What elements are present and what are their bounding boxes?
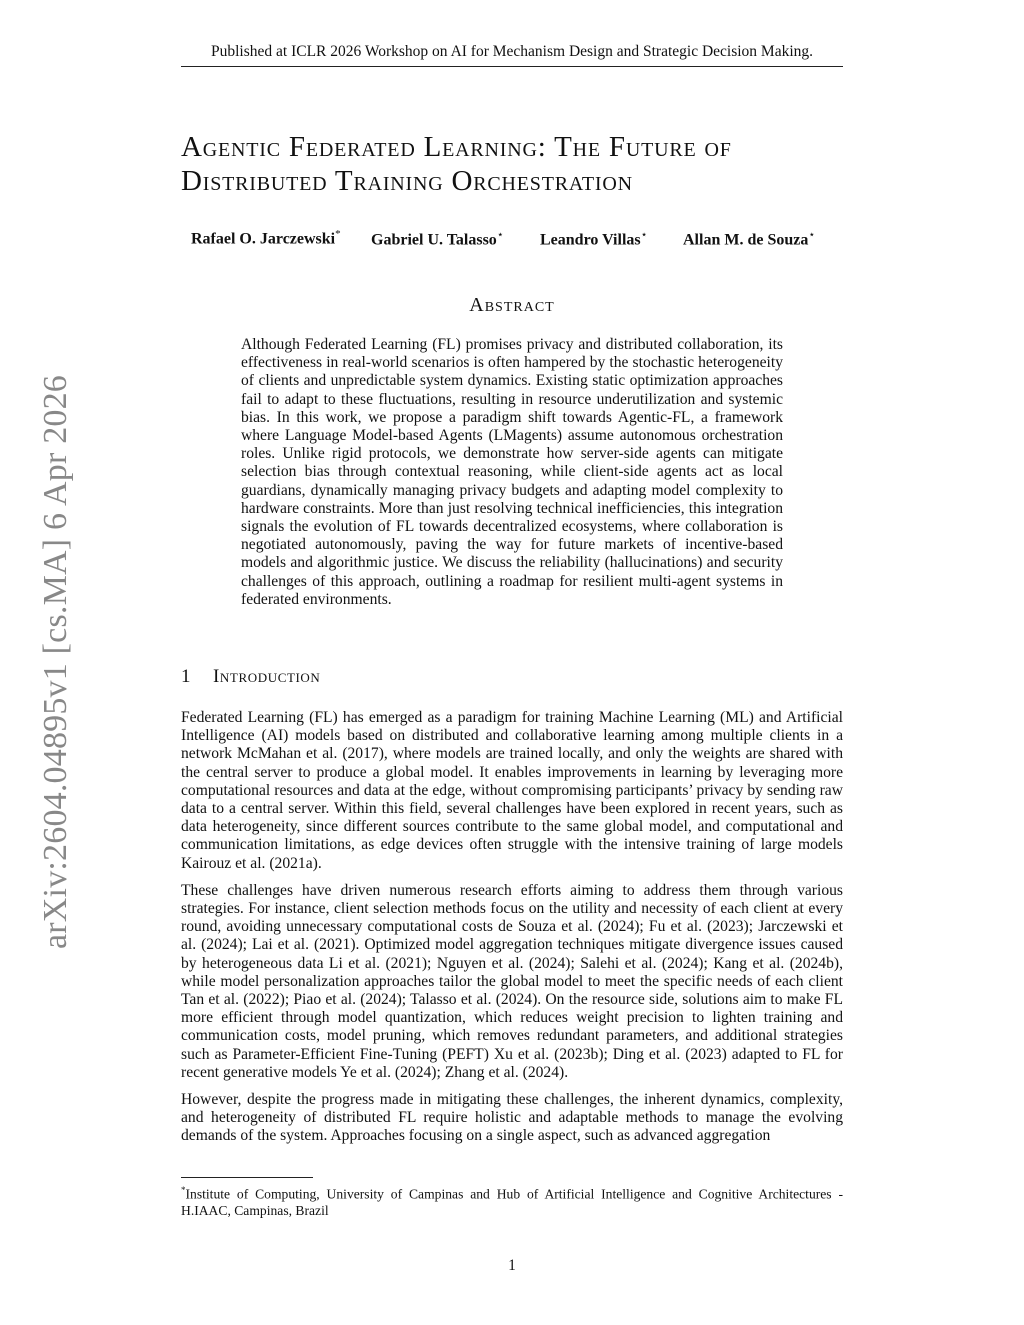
author: Leandro Villas⋆ [540,229,648,249]
arxiv-side-stamp: arXiv:2604.04895v1 [cs.MA] 6 Apr 2026 [37,374,74,950]
author: Allan M. de Souza⋆ [683,229,816,249]
author: Rafael O. Jarczewski* [191,228,341,248]
title-line-1: Agentic Federated Learning: The Future of [181,131,732,163]
abstract-heading: Abstract [469,294,555,316]
author-mark: * [335,228,341,240]
header-rule [181,66,843,67]
author-mark: ⋆ [808,229,816,241]
footnote-rule [181,1177,313,1178]
paragraph: Federated Learning (FL) has emerged as a paradigm for training Machine Learning (ML) and Artificial Intelligence (AI) models based on distributed and collaborative learning among multiple clients in a network McMahan et al. (2017), where models are trained locally, and only the weights are shared with the central server to produce a global model. It enables improvements in learning by leveraging more computational resources and data at the edge, without compromising participants’ privacy by sending raw data to a central server. Within this field, several challenges have been explored in recent years, such as data heterogeneity, since different sources contribute to the same global model, and computational and communication limitations, as edge devices often struggle with the intensive training of large models Kairouz et al. (2021a). [181,709,843,872]
venue-header: Published at ICLR 2026 Workshop on AI for Mechanism Design and Strategic Decision Making. [210,43,814,60]
page-number: 1 [508,1257,516,1274]
section-number: 1 [181,666,192,687]
paragraph: These challenges have driven numerous research efforts aiming to address them through various strategies. For instance, client selection methods focus on the utility and necessity of each client at every round, avoiding unnecessary computational costs de Souza et al. (2024); Fu et al. (2023); Jarczewski et al. (2024); Lai et al. (2021). Optimized model aggregation techniques mitigate divergence issues caused by heterogeneous data Li et al. (2021); Nguyen et al. (2024); Salehi et al. (2024); Kang et al. (2024b), while model personalization approaches tailor the global model to meet the specific needs of each client Tan et al. (2022); Piao et al. (2024); Talasso et al. (2024). On the resource side, solutions aim to make FL more efficient through model quantization, which reduces weight precision to lighten training and communication costs, model pruning, which removes redundant parameters, and additional strategies such as Parameter-Efficient Fine-Tuning (PEFT) Xu et al. (2023b); Ding et al. (2023) adapted to FL for recent generative models Ye et al. (2024); Zhang et al. (2024). [181,881,843,1081]
footnote [181,1182,843,1220]
author-mark: ⋆ [496,229,504,241]
paragraph: However, despite the progress made in mitigating these challenges, the inherent dynamics, complexity, and heterogeneity of distributed FL require holistic and adaptable methods to manage the evolving demands of the system. Approaches focusing on a single aspect, such as advanced aggregation [181,1091,843,1145]
abstract-text: Although Federated Learning (FL) promises privacy and distributed collaboration, its effectiveness in real-world scenarios is often hampered by the stochastic heterogeneity of clients and unpredictable system dynamics. Existing static optimization approaches fail to adapt to these fluctuations, resulting in resource underutilization and systemic bias. In this work, we propose a paradigm shift towards Agentic-FL, a framework where Language Model-based Agents (LMagents) assume autonomous orchestration roles. Unlike rigid protocols, we demonstrate how server-side agents can mitigate selection bias through contextual reasoning, while client-side agents act as local guardians, dynamically managing privacy budgets and adapting model complexity to hardware constraints. More than just resolving technical inefficiencies, this integration signals the evolution of FL towards decentralized ecosystems, where collaboration is negotiated autonomously, paving the way for future markets of incentive-based models and algorithmic justice. We discuss the reliability (hallucinations) and security challenges of this approach, outlining a roadmap for resilient multi-agent systems in federated environments. [241,336,783,608]
footnote-mark: * [181,1185,186,1195]
paper-title [181,130,861,198]
introduction-body [181,709,843,1155]
title-line-2: Distributed Training Orchestration [181,165,633,197]
author-mark: ⋆ [640,229,648,241]
footnote-text: Institute of Computing, University of Campinas and Hub of Artificial Intelligence and Cognitive Architectures - H.IAAC, Campinas, Brazil [181,1186,843,1219]
section-title: Introduction [213,666,321,687]
section-heading [181,666,320,688]
author: Gabriel U. Talasso⋆ [371,229,504,249]
